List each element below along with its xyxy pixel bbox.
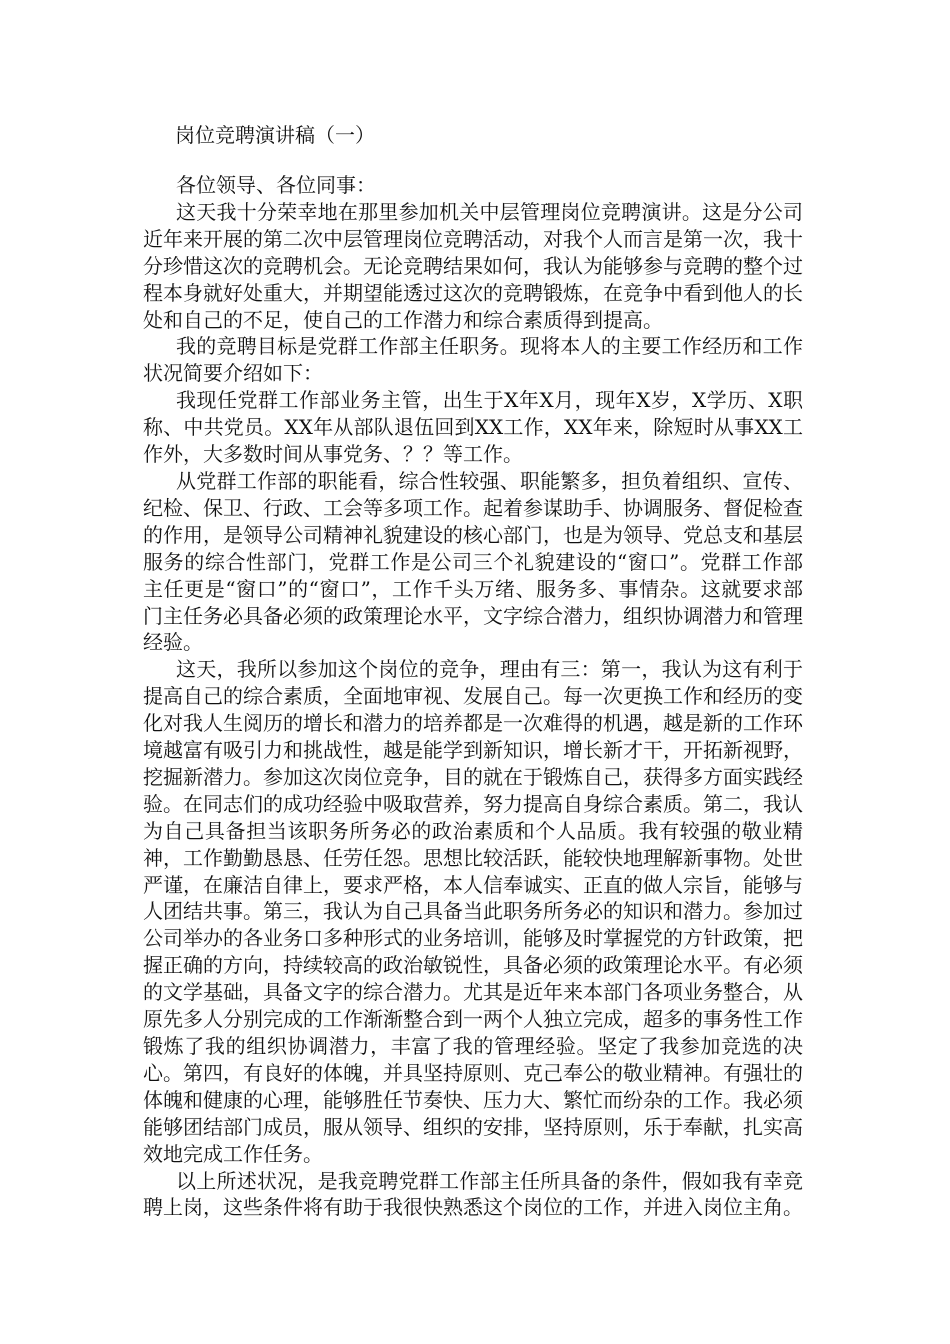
paragraph-intro: 这天我十分荣幸地在那里参加机关中层管理岗位竞聘演讲。这是分公司近年来开展的第二次中层管理岗位竞聘活动，对我个人而言是第一次，我十分珍惜这次的竞聘机会。无论竞聘结果如何，我认为能够参与竞聘的整个过程本身就好处重大，并期望能透过这次的竞聘锻炼，在竞争中看到他人的长处和自己的不足，使自己的工作潜力和综合素质得到提高。 [143,199,803,332]
document-title: 岗位竞聘演讲稿（一） [175,123,375,147]
paragraph-conclusion: 以上所述状况，是我竞聘党群工作部主任所具备的条件，假如我有幸竞聘上岗，这些条件将有助于我很快熟悉这个岗位的工作，并进入岗位主角。 [143,1168,803,1220]
paragraph-background: 我现任党群工作部业务主管，出生于X年X月，现年X岁，X学历、X职称、中共党员。XX年从部队退伍回到XX工作，XX年来，除短时从事XX工作外，大多数时间从事党务、？？等工作。 [143,388,803,467]
salutation: 各位领导、各位同事： [176,173,376,197]
document-body [143,172,803,1221]
paragraph-goal: 我的竞聘目标是党群工作部主任职务。现将本人的主要工作经历和工作状况简要介绍如下： [143,334,803,386]
paragraph-department-role: 从党群工作部的职能看，综合性较强、职能繁多，担负着组织、宣传、纪检、保卫、行政、工会等多项工作。起着参谋助手、协调服务、督促检查的作用，是领导公司精神礼貌建设的核心部门，也是为领导、党总支和基层服务的综合性部门，党群工作是公司三个礼貌建设的“窗口”。党群工作部主任更是“窗口”的“窗口”，工作千头万绪、服务多、事情杂。这就要求部门主任务必具备必须的政策理论水平，文字综合潜力，组织协调潜力和管理经验。 [143,468,803,655]
paragraph-reasons: 这天，我所以参加这个岗位的竞争，理由有三：第一，我认为这有利于提高自己的综合素质，全面地审视、发展自己。每一次更换工作和经历的变化对我人生阅历的增长和潜力的培养都是一次难得的机遇，越是新的工作环境越富有吸引力和挑战性，越是能学到新知识，增长新才干，开拓新视野，挖掘新潜力。参加这次岗位竞争，目的就在于锻炼自己，获得多方面实践经验。在同志们的成功经验中吸取营养，努力提高自身综合素质。第二，我认为自己具备担当该职务所务必的政治素质和个人品质。我有较强的敬业精神，工作勤勤恳恳、任劳任怨。思想比较活跃，能较快地理解新事物。处世严谨，在廉洁自律上，要求严格，本人信奉诚实、正直的做人宗旨，能够与人团结共事。第三，我认为自己具备当此职务所务必的知识和潜力。参加过公司举办的各业务口多种形式的业务培训，能够及时掌握党的方针政策，把握正确的方向，持续较高的政治敏锐性，具备必须的政策理论水平。有必须的文学基础，具备文字的综合潜力。尤其是近年来本部门各项业务整合，从原先多人分别完成的工作渐渐整合到一两个人独立完成，超多的事务性工作锻炼了我的组织协调潜力，丰富了我的管理经验。坚定了我参加竞选的决心。第四，有良好的体魄，并具坚持原则、克己奉公的敬业精神。有强壮的体魄和健康的心理，能够胜任节奏快、压力大、繁忙而纷杂的工作。我必须能够团结部门成员，服从领导、组织的安排，坚持原则，乐于奉献，扎实高效地完成工作任务。 [143,657,803,1166]
